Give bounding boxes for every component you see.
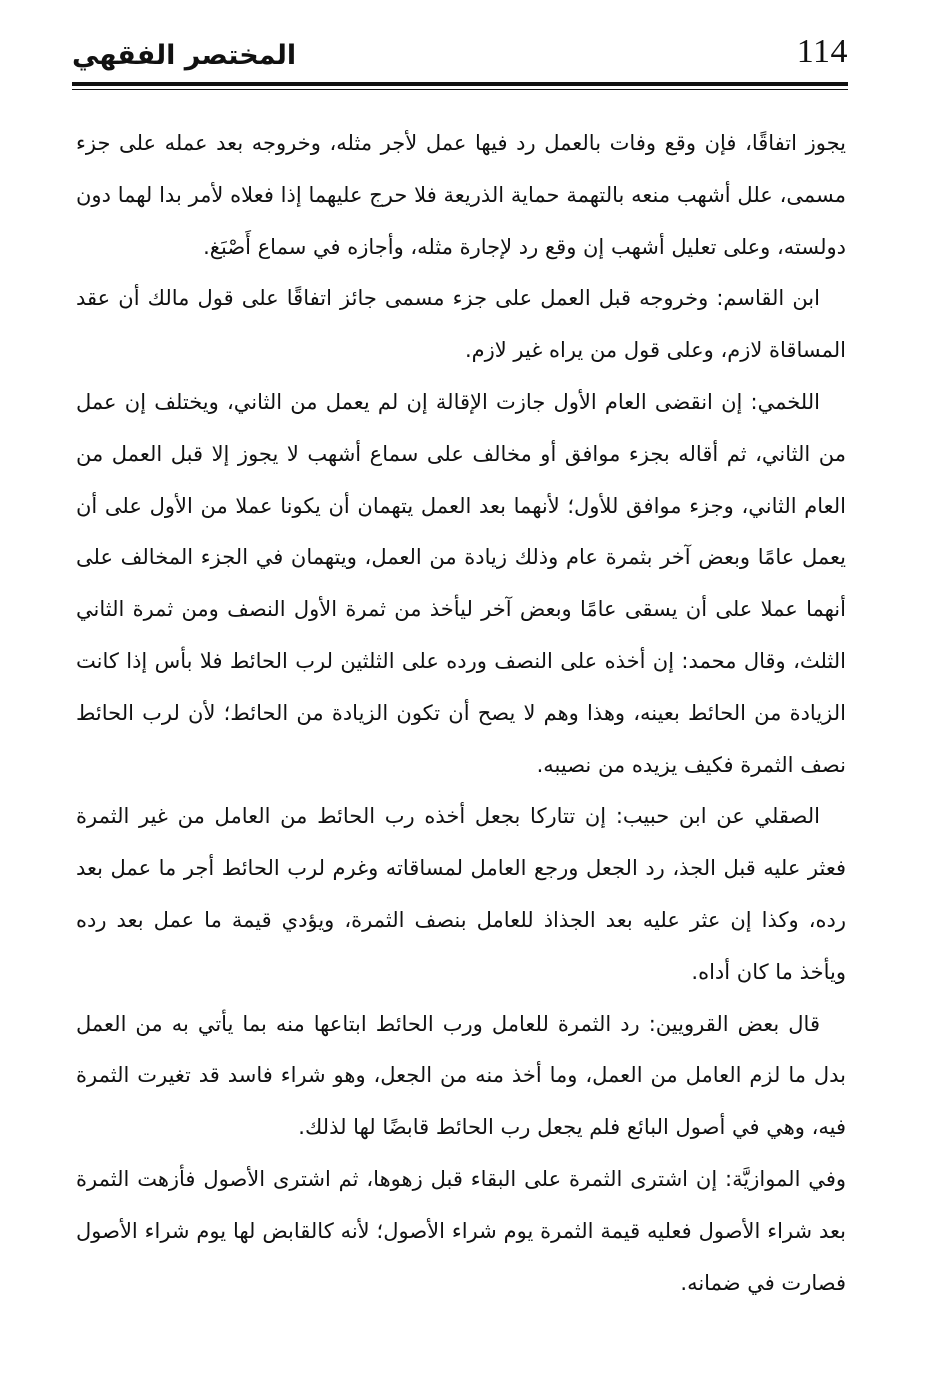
body-text	[76, 118, 846, 1309]
page-number: 114	[796, 33, 848, 70]
book-title: المختصر الفقهي	[72, 40, 297, 71]
page-header	[72, 30, 848, 78]
header-rule-thin	[72, 89, 848, 90]
paragraph-6: وفي الموازيَّة: إن اشترى الثمرة على البقاء قبل زهوها، ثم اشترى الأصول فأزهت الثمرة بعد شراء الأصول فعليه قيمة الثمرة يوم شراء الأصول؛ لأنه كالقابض لها يوم شراء الأصول فصارت في ضمانه.	[76, 1166, 846, 1295]
paragraph-2: ابن القاسم: وخروجه قبل العمل على جزء مسمى جائز اتفاقًا على قول مالك أن عقد المساقاة لازم، وعلى قول من يراه غير لازم.	[76, 286, 846, 363]
paragraph-5: قال بعض القرويين: رد الثمرة للعامل ورب الحائط ابتاعها منه بما يأتي به من العمل بدل ما لزم العامل من العمل، وما أخذ منه من الجعل، وهو شراء فاسد قد تغيرت الثمرة فيه، وهي في أصول البائع فلم يجعل رب الحائط قابضًا لها لذلك.	[76, 1011, 846, 1140]
paragraph-4: الصقلي عن ابن حبيب: إن تتاركا بجعل أخذه رب الحائط من العامل من غير الثمرة فعثر عليه قبل الجذ، رد الجعل ورجع العامل لمساقاته وغرم لرب الحائط أجر ما عمل بعد رده، وكذا إن عثر عليه بعد الجذاذ للعامل بنصف الثمرة، ويؤدي قيمة ما عمل بعد رده ويأخذ ما كان أداه.	[76, 804, 846, 984]
header-rule-thick	[72, 82, 848, 86]
paragraph-1: يجوز اتفاقًا، فإن وقع وفات بالعمل رد فيها عمل لأجر مثله، وخروجه بعد عمله على جزء مسمى، علل أشهب منعه بالتهمة حماية الذريعة فلا حرج عليهما إذا فعلاه لأمر بدا لهما دون دولسته، وعلى تعليل أشهب إن وقع رد لإجارة مثله، وأجازه في سماع أَصْبَغ.	[76, 131, 846, 259]
paragraph-3: اللخمي: إن انقضى العام الأول جازت الإقالة إن لم يعمل من الثاني، ويختلف إن عمل من الثاني، ثم أقاله بجزء موافق أو مخالف على سماع أشهب لا يجوز إلا قبل العمل من العام الثاني، وجزء موافق للأول؛ لأنهما بعد العمل يتهمان أن يكونا عملا من الأول على أن يعمل عامًا وبعض آخر بثمرة عام وذلك زيادة من العمل، ويتهمان في الجزء المخالف على أنهما عملا على أن يسقى عامًا وبعض آخر ليأخذ من ثمرة الأول النصف ومن ثمرة الثاني الثلث، وقال محمد: إن أخذه على النصف ورده على الثلثين لرب الحائط فلا بأس إذا كانت الزيادة من الحائط بعينه، وهذا وهم لا يصح أن تكون الزيادة من الحائط؛ لأن لرب الحائط نصف الثمرة فكيف يزيده من نصيبه.	[76, 389, 846, 777]
